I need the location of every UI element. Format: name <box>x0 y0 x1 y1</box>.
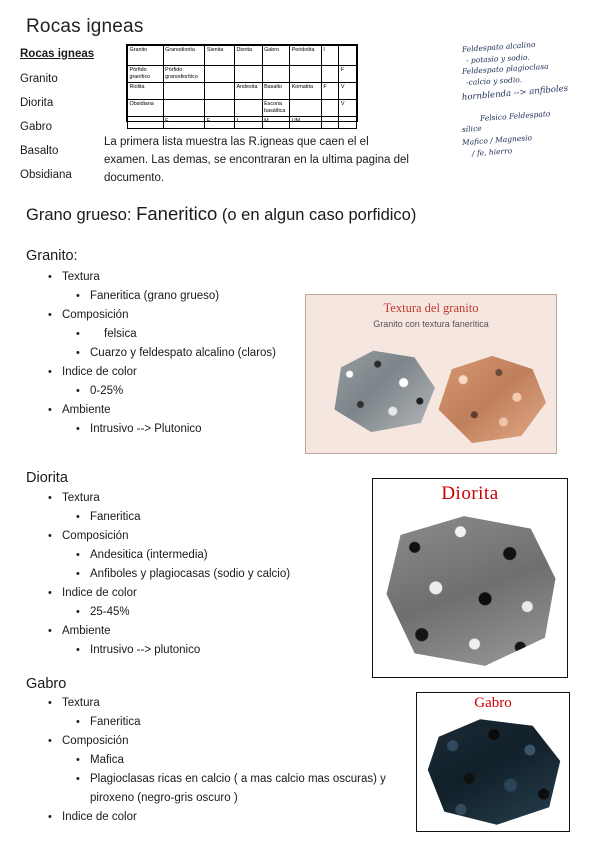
image-caption-title: Gabro <box>474 695 512 711</box>
list-item <box>76 770 392 808</box>
diorita-image-card <box>372 478 568 678</box>
gabro-image-card <box>416 692 570 832</box>
property-value: Anfiboles y plagiocasas (sodio y calcio) <box>90 568 291 580</box>
list-item <box>76 546 392 565</box>
table-cell <box>234 66 262 83</box>
handwritten-notes <box>461 39 598 159</box>
granito-image-card <box>305 294 557 454</box>
table-cell: F <box>205 117 235 129</box>
note-line: -calcio y sodio. <box>465 75 523 87</box>
note-line: Feldespato alcalino <box>461 39 536 54</box>
list-item: Obsidiana <box>20 169 72 181</box>
table-cell <box>339 46 357 66</box>
table-cell: Peridotita <box>290 46 322 66</box>
property-value: Intrusivo --> Plutonico <box>90 423 202 435</box>
table-cell: Granito <box>128 46 164 66</box>
property-value: 0-25% <box>90 385 124 397</box>
list-item <box>76 603 392 622</box>
list-item <box>48 622 392 660</box>
note-line: - potasio y sodio. <box>465 52 530 65</box>
table-cell <box>205 83 235 100</box>
table-cell <box>290 100 322 117</box>
table-cell: Sienita <box>205 46 235 66</box>
property-label: Composición <box>62 309 129 321</box>
table-cell <box>290 66 322 83</box>
bullet-icon: • <box>48 530 52 542</box>
property-value: Faneritica <box>90 511 141 523</box>
property-label: Indice de color <box>62 811 137 823</box>
property-value: Intrusivo --> plutonico <box>90 644 201 656</box>
list-item <box>76 641 392 660</box>
note-line: Mafico / Magnesio <box>461 133 533 147</box>
table-cell: Gabro <box>262 46 290 66</box>
list-item <box>48 527 392 584</box>
gabro-photo <box>425 717 563 827</box>
list-item <box>48 808 392 827</box>
bullet-icon: • <box>76 644 80 656</box>
note-line: Felsico Feldespato <box>479 109 551 123</box>
table-cell: Pórfido granítico <box>128 66 164 83</box>
gray-granite-sample <box>328 349 436 433</box>
note-line: silice <box>461 123 482 134</box>
property-label: Textura <box>62 271 100 283</box>
grano-suffix: (o en algun caso porfidico) <box>217 206 417 224</box>
property-label: Indice de color <box>62 587 137 599</box>
table-cell <box>321 66 339 83</box>
table-row <box>128 100 357 117</box>
bullet-icon: • <box>48 404 52 416</box>
table-cell <box>262 66 290 83</box>
bullet-icon: • <box>76 328 80 340</box>
list-item: Granito <box>20 73 58 85</box>
diorita-photo <box>383 513 559 669</box>
pink-granite-sample <box>434 355 546 443</box>
table-cell: Escoria basáltica <box>262 100 290 117</box>
table-row <box>128 117 357 129</box>
property-label: Composición <box>62 530 129 542</box>
property-label: Ambiente <box>62 625 111 637</box>
property-value: felsica <box>104 328 137 340</box>
table-cell: Pórfido granodiorítico <box>163 66 205 83</box>
table-cell: I <box>321 46 339 66</box>
bullet-icon: • <box>76 511 80 523</box>
table-cell: V <box>339 100 357 117</box>
table-cell: Diorita <box>234 46 262 66</box>
list-item: Diorita <box>20 97 54 109</box>
bullet-icon: • <box>76 549 80 561</box>
table-cell: Obsidiana <box>128 100 164 117</box>
bullet-icon: • <box>48 309 52 321</box>
igneous-rock-table <box>126 44 358 122</box>
image-caption-title: Diorita <box>441 483 499 504</box>
list-item: Basalto <box>20 145 59 157</box>
property-label: Textura <box>62 492 100 504</box>
property-value: Cuarzo y feldespato alcalino (claros) <box>90 347 277 359</box>
list-item: Gabro <box>20 121 52 133</box>
granite-photo <box>306 339 558 453</box>
property-value: Mafica <box>90 754 124 766</box>
note-line: hornblenda --> anfiboles <box>461 83 569 103</box>
property-label: Ambiente <box>62 404 111 416</box>
bullet-icon: • <box>76 290 80 302</box>
table-cell: Riolita <box>128 83 164 100</box>
bullet-icon: • <box>76 385 80 397</box>
image-caption-subtitle: Granito con textura faneritica <box>373 319 489 329</box>
bullet-icon: • <box>76 347 80 359</box>
property-value: Faneritica (grano grueso) <box>90 290 220 302</box>
table-cell: Basalto <box>262 83 290 100</box>
list-item <box>76 713 392 732</box>
list-item <box>48 489 392 527</box>
table-row <box>128 66 357 83</box>
table-cell: Andesita <box>234 83 262 100</box>
list-item <box>76 508 392 527</box>
table-row <box>128 46 357 66</box>
bullet-icon: • <box>76 773 80 785</box>
property-value: Andesitica (intermedia) <box>90 549 208 561</box>
note-line: / fe, hierro <box>471 146 513 158</box>
page-title: Rocas igneas <box>26 16 144 37</box>
table-cell <box>205 66 235 83</box>
diorita-properties <box>40 489 392 660</box>
bullet-icon: • <box>76 606 80 618</box>
table-cell <box>321 100 339 117</box>
table-cell: M <box>262 117 290 129</box>
intro-paragraph: La primera lista muestra las R.igneas que caen el el examen. Las demas, se encontraran en la ultima pagina del documento. <box>104 136 409 184</box>
bullet-icon: • <box>48 271 52 283</box>
list-item <box>76 751 392 770</box>
bullet-icon: • <box>76 568 80 580</box>
section-heading-grano-grueso <box>26 203 416 225</box>
bullet-icon: • <box>48 735 52 747</box>
property-label: Indice de color <box>62 366 137 378</box>
grano-emphasis: Faneritico <box>136 203 218 224</box>
table-cell <box>205 100 235 117</box>
property-label: Composición <box>62 735 129 747</box>
table-cell: V <box>339 83 357 100</box>
list-item <box>48 584 392 622</box>
property-value: 25-45% <box>90 606 130 618</box>
bullet-icon: • <box>48 366 52 378</box>
bullet-icon: • <box>48 811 52 823</box>
property-value: Faneritica <box>90 716 141 728</box>
list-item <box>76 565 392 584</box>
rock-heading-diorita: Diorita <box>26 470 68 486</box>
list-item <box>48 732 392 808</box>
table-cell: UM <box>290 117 322 129</box>
bullet-icon: • <box>76 754 80 766</box>
table-cell <box>163 100 205 117</box>
table-cell <box>234 100 262 117</box>
grano-prefix: Grano grueso: <box>26 206 137 224</box>
bullet-icon: • <box>76 716 80 728</box>
table-cell <box>128 117 164 129</box>
table-cell <box>163 83 205 100</box>
list-item: Rocas igneas <box>20 48 95 60</box>
table-cell <box>339 117 357 129</box>
table-cell: Granodiorita <box>163 46 205 66</box>
bullet-icon: • <box>48 625 52 637</box>
bullet-icon: • <box>48 587 52 599</box>
property-value: Plagioclasas ricas en calcio ( a mas calcio mas oscuras) y piroxeno (negro-gris oscuro ) <box>90 773 386 804</box>
table-cell: F <box>163 117 205 129</box>
table-cell <box>321 117 339 129</box>
image-caption-title: Textura del granito <box>383 301 479 315</box>
rock-heading-granito: Granito: <box>26 248 78 264</box>
bullet-icon: • <box>76 423 80 435</box>
list-item <box>48 694 392 732</box>
bullet-icon: • <box>48 697 52 709</box>
table-row <box>128 83 357 100</box>
rock-heading-gabro: Gabro <box>26 676 67 692</box>
table-cell: F <box>321 83 339 100</box>
bullet-icon: • <box>48 492 52 504</box>
note-line: Feldespato plagioclasa <box>461 61 549 76</box>
table-cell: I <box>234 117 262 129</box>
table-cell: F <box>339 66 357 83</box>
gabro-properties <box>40 694 392 827</box>
property-label: Textura <box>62 697 100 709</box>
table-cell: Komatita <box>290 83 322 100</box>
